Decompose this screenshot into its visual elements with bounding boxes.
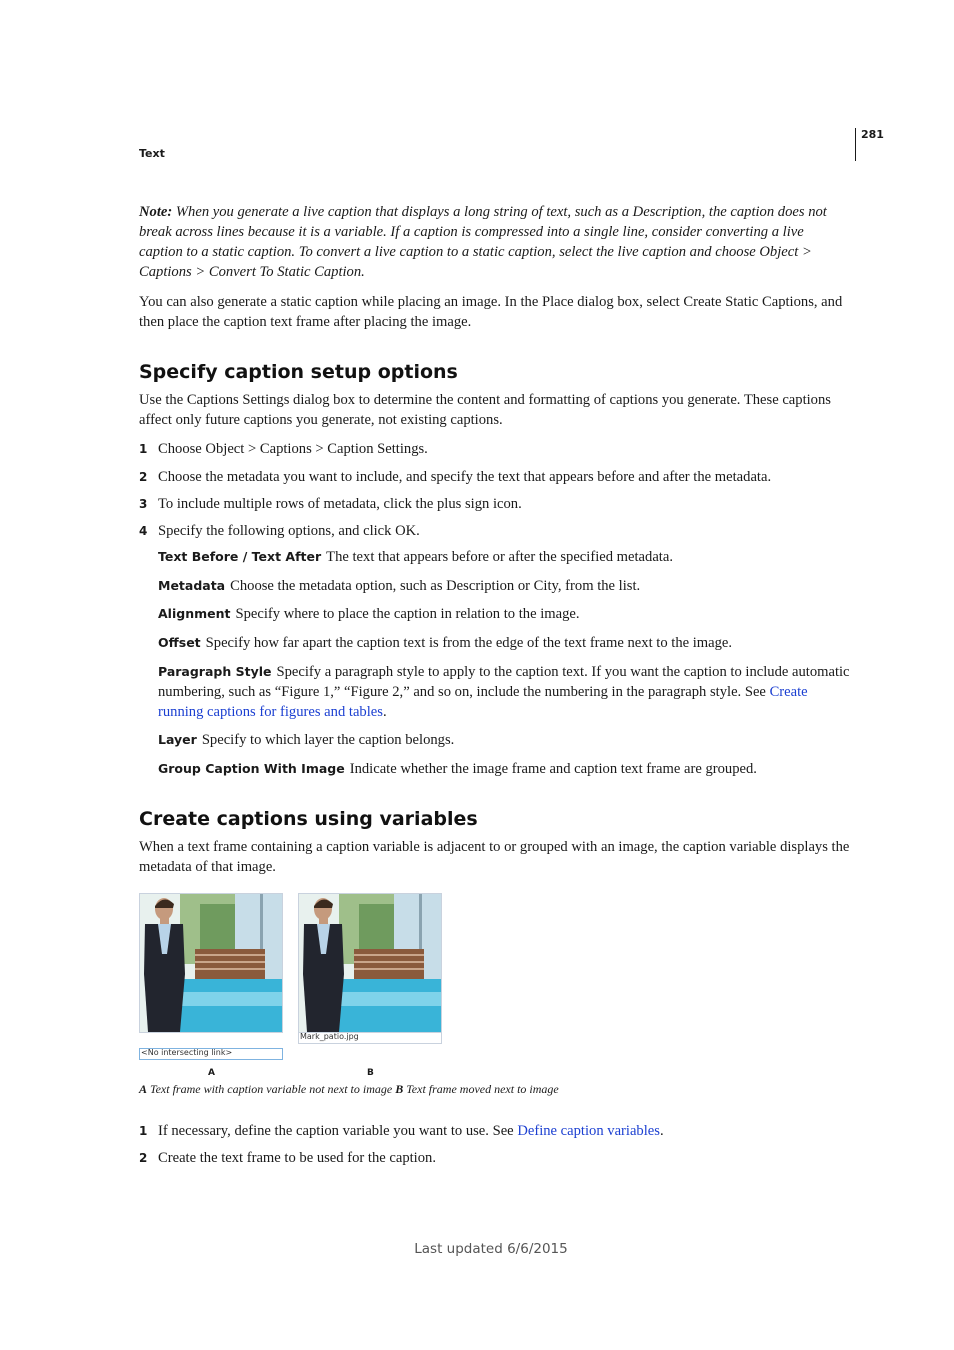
option-term: Paragraph Style bbox=[158, 664, 272, 679]
photo-illustration bbox=[140, 894, 282, 1032]
option-layer bbox=[158, 730, 851, 750]
step-number: 3 bbox=[139, 497, 148, 511]
section2-paragraph: When a text frame containing a caption variable is adjacent to or grouped with an image, the caption variable displays the metadata of that image. bbox=[139, 839, 850, 875]
figure-caption-label-b: B bbox=[395, 1082, 404, 1096]
section1-paragraph: Use the Captions Settings dialog box to determine the content and formatting of captions you generate. These captions affect only future captions you generate, not existing captions. bbox=[139, 392, 831, 428]
last-updated: Last updated 6/6/2015 bbox=[414, 1241, 568, 1257]
section-heading-text: Specify caption setup options bbox=[139, 361, 458, 383]
step-number: 1 bbox=[139, 1124, 148, 1138]
step-text: Specify the following options, and click OK. bbox=[158, 523, 420, 539]
option-alignment bbox=[158, 604, 851, 624]
caption-frame-b-text: Mark_patio.jpg bbox=[300, 1032, 359, 1041]
option-term: Text Before / Text After bbox=[158, 549, 322, 564]
section-heading-caption-variables bbox=[139, 808, 478, 830]
option-desc-end: . bbox=[382, 704, 387, 720]
step-text: Choose Object > Captions > Caption Settings. bbox=[158, 441, 428, 457]
footer bbox=[0, 1241, 954, 1257]
option-group-caption bbox=[158, 759, 851, 779]
caption-frame-b bbox=[298, 1032, 442, 1044]
option-desc: The text that appears before or after the specified metadata. bbox=[326, 549, 673, 565]
note-paragraph bbox=[139, 202, 851, 282]
option-desc: Specify how far apart the caption text is from the edge of the text frame next to the image. bbox=[205, 635, 733, 651]
option-desc: Indicate whether the image frame and caption text frame are grouped. bbox=[349, 761, 757, 777]
step-text-wrap bbox=[158, 1121, 851, 1141]
note-text: When you generate a live caption that displays a long string of text, such as a Description, the caption does not break across lines because it is a variable. If a caption is compressed into a single line, consider converting a live caption to a static caption. To convert a live caption to a static caption, select the live caption and choose Object > Captions > Convert To Static Caption. bbox=[139, 204, 827, 280]
figure-photo-a bbox=[139, 893, 283, 1033]
page-number: 281 bbox=[861, 128, 884, 141]
option-term: Alignment bbox=[158, 606, 231, 621]
note-label: Note: bbox=[139, 204, 173, 220]
figure-label-b: B bbox=[367, 1068, 374, 1078]
step-text-end: . bbox=[659, 1123, 664, 1139]
option-desc: Choose the metadata option, such as Description or City, from the list. bbox=[230, 578, 641, 594]
step-text: Create the text frame to be used for the caption. bbox=[158, 1150, 436, 1166]
option-offset bbox=[158, 633, 851, 653]
link-define-caption-variables[interactable]: Define caption variables bbox=[517, 1123, 660, 1139]
page-number-rule bbox=[855, 128, 856, 161]
figure-caption-label-a: A bbox=[139, 1082, 148, 1096]
figure-photo-b bbox=[298, 893, 442, 1033]
link-create-running-captions[interactable]: Create running captions for figures and tables bbox=[158, 684, 808, 720]
step-text: If necessary, define the caption variable you want to use. See bbox=[158, 1123, 518, 1139]
intro-paragraph: You can also generate a static caption while placing an image. In the Place dialog box, select Create Static Captions, and then place the caption text frame after placing the image. bbox=[139, 294, 843, 330]
option-term: Layer bbox=[158, 732, 197, 747]
caption-frame-a bbox=[139, 1048, 283, 1060]
step-text: Choose the metadata you want to include, and specify the text that appears before and after the metadata. bbox=[158, 469, 772, 485]
option-desc: Specify where to place the caption in relation to the image. bbox=[235, 606, 580, 622]
option-paragraph-style bbox=[158, 662, 851, 722]
figure-label-a: A bbox=[208, 1068, 215, 1078]
option-desc: Specify a paragraph style to apply to the caption text. If you want the caption to include automatic numbering, such as “Figure 1,” “Figure 2,” and so on, include the numbering in the paragraph style. See bbox=[158, 664, 850, 700]
figure-caption-b: Text frame moved next to image bbox=[406, 1082, 559, 1096]
figure-caption-a: Text frame with caption variable not next to image bbox=[150, 1082, 393, 1096]
step-number: 1 bbox=[139, 442, 148, 456]
running-header: Text bbox=[139, 147, 165, 160]
option-desc: Specify to which layer the caption belongs. bbox=[201, 732, 455, 748]
section-heading-text: Create captions using variables bbox=[139, 808, 478, 830]
step-text: To include multiple rows of metadata, click the plus sign icon. bbox=[158, 496, 522, 512]
step-number: 4 bbox=[139, 524, 148, 538]
caption-frame-a-text: <No intersecting link> bbox=[141, 1048, 233, 1057]
step-number: 2 bbox=[139, 1151, 148, 1165]
option-text-before-after bbox=[158, 547, 851, 567]
option-term: Metadata bbox=[158, 578, 226, 593]
option-term: Offset bbox=[158, 635, 201, 650]
figure-caption bbox=[139, 1082, 559, 1097]
step-number: 2 bbox=[139, 470, 148, 484]
section-heading-caption-setup bbox=[139, 361, 458, 383]
option-term: Group Caption With Image bbox=[158, 761, 345, 776]
photo-illustration bbox=[299, 894, 441, 1032]
option-metadata bbox=[158, 576, 851, 596]
